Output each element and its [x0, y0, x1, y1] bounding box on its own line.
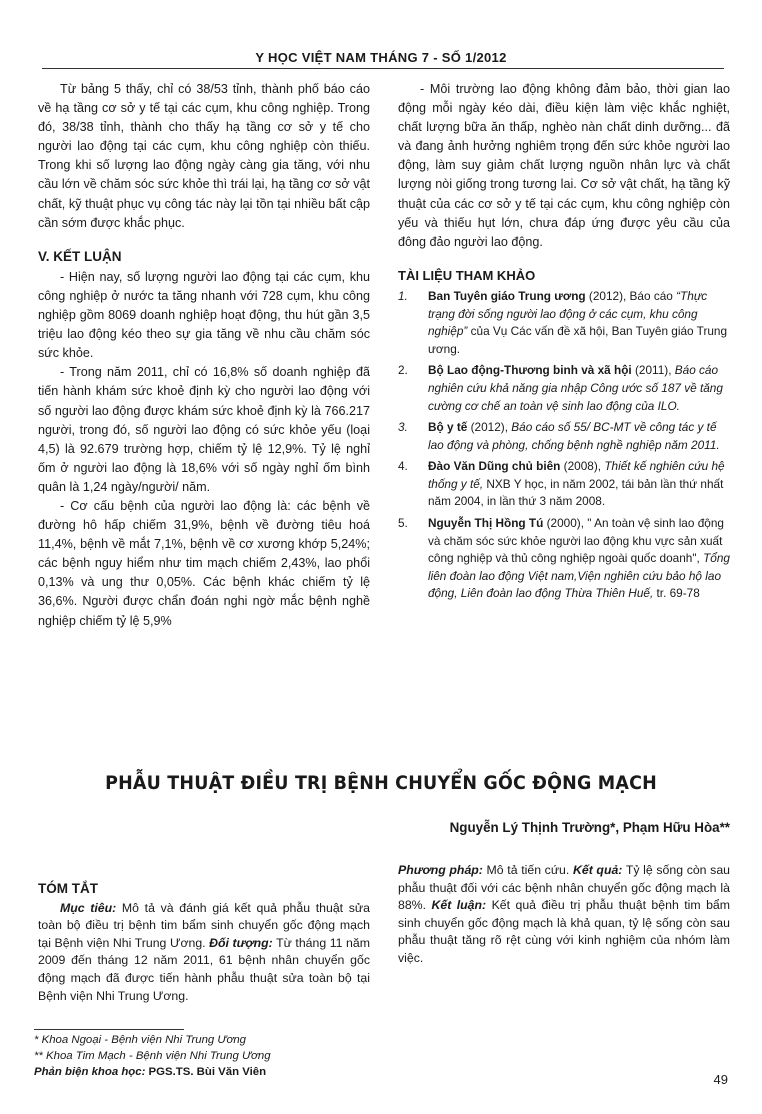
reference-list: [398, 288, 730, 603]
paragraph: - Môi trường lao động không đảm bảo, thời gian lao động mỗi ngày kéo dài, điều kiện làm việc khắc nghiệt, chất lượng bữa ăn thấp, nghèo nàn chất dinh dưỡng... đã và đang ảnh hưởng nghiêm trọng đến sức khỏe người lao động, làm suy giảm chất lượng nguồn nhân lực và chất lượng nòi giống trong tương lai. Cơ sở vật chất, hạ tầng kỹ thuật của các cơ sở y tế tại các cụm, khu công nghiệp còn yếu và thiếu hụt lớn, chưa đáp ứng được yêu cầu của đông đảo người lao động.: [398, 82, 730, 249]
page-number: 49: [713, 1072, 728, 1087]
reference-italic: Tổng liên đoàn lao động Việt nam,Viện nghiên cứu bảo hộ lao động, Liên đoàn lao động Thừa Thiên Huế,: [428, 551, 730, 601]
reference-text: tr. 69-78: [653, 586, 700, 601]
abstract-right: [398, 862, 730, 968]
reference-italic: Thiết kế nghiên cứu hệ thống y tế,: [428, 459, 725, 491]
result-label: Kết quả:: [572, 863, 623, 877]
conclusion-heading: V. KẾT LUẬN: [38, 248, 122, 264]
objective-text: Mô tả và đánh giá kết quả phẫu thuật sửa toàn bộ điều trị bệnh tim bẩm sinh chuyển gốc động mạch tại Bệnh viện Nhi Trung Ương.: [38, 900, 370, 950]
reference-italic: Báo cáo nghiên cứu khả năng gia nhập Công ước số 187 về tăng cường cơ chế an toàn vệ sinh lao động của ILO.: [428, 363, 723, 413]
paragraph: - Cơ cấu bệnh của người lao động là: các bệnh về đường hô hấp chiếm 31,9%, bệnh về đường tiêu hoá 11,4%, bệnh về mắt 7,1%, bệnh về cơ xương khớp 5,24%; các bệnh nguy hiểm như tim mạch chiếm 2,43%, lao phổi 0,13% và ung thư 0,05%. Các bệnh khác chiếm tỷ lệ 36,6%. Người được chẩn đoán nghi ngờ mắc bệnh nghề nghiệp chiếm tỷ lệ 5,9%: [38, 498, 370, 628]
abstract-paragraph: [398, 862, 730, 968]
subjects-text: Từ tháng 11 năm 2009 đến tháng 12 năm 2011, 61 bệnh nhân chuyển gốc động mạch đã được tiến hành phẫu thuật sửa toàn bộ tại Bệnh viện Nhi Trung Ương.: [38, 935, 370, 1003]
objective-label: Mục tiêu:: [60, 900, 117, 915]
abstract-left: [38, 862, 370, 1005]
references-heading: TÀI LIỆU THAM KHẢO: [398, 267, 536, 283]
reference-number: 3.: [398, 420, 408, 435]
reference-number: 4.: [398, 459, 408, 474]
reference-item: [398, 288, 730, 358]
reference-item: [398, 458, 730, 511]
reference-number: 5.: [398, 516, 408, 531]
reference-number: 1.: [398, 288, 408, 303]
reference-text: (2012),: [467, 420, 512, 435]
method-text: Mô tả tiến cứu.: [482, 863, 573, 877]
reviewer-line: [34, 1064, 271, 1080]
reference-author: Đào Văn Dũng chủ biên: [428, 459, 561, 474]
footnote-affiliation: ** Khoa Tim Mạch - Bệnh viện Nhi Trung Ương: [34, 1050, 271, 1062]
paragraph: Từ bảng 5 thấy, chỉ có 38/53 tỉnh, thành phố báo cáo về hạ tầng cơ sở y tế tại các cụm, khu công nghiệp. Trong đó, 38/38 tỉnh, thành cho thấy hạ tầng cơ sở y tế cho người lao động tại các cụm, khu công nghiệp còn thiếu. Trong khi số lượng lao động ngày càng gia tăng, với nhu cầu lớn về chăm sóc sức khỏe thì trái lại, hạ tầng cơ sở vật chất, kỹ thuật phục vụ công tác này lại tồn tại nhiều bất cập cần sớm được khắc phục.: [38, 82, 370, 230]
reference-author: Bộ y tế: [428, 420, 468, 435]
footnotes: [34, 1032, 271, 1080]
reference-text: (2011),: [631, 363, 675, 378]
footnote-rule: [34, 1029, 184, 1030]
reference-text: NXB Y học, in năm 2002, tái bản lần thứ nhất năm 2004, in lần thứ 3 năm 2008.: [428, 476, 724, 509]
abstract-heading: TÓM TẮT: [38, 881, 98, 896]
abstract-paragraph: [38, 900, 370, 1006]
conclusion-label: Kết luận:: [431, 898, 487, 913]
article-authors: Nguyễn Lý Thịnh Trường*, Phạm Hữu Hòa**: [449, 820, 730, 835]
reference-item: [398, 362, 730, 415]
reference-author: Bộ Lao động-Thương binh và xã hội: [428, 363, 632, 378]
reference-text: (2012), Báo cáo: [585, 288, 677, 303]
reference-item: [398, 419, 730, 454]
paragraph: - Trong năm 2011, chỉ có 16,8% số doanh nghiệp đã tiến hành khám sức khoẻ định kỳ cho người lao động với số người lao động được khám sức khoẻ định kỳ là 766.217 người, trong đó, số người lao động có sức khỏe yếu (loại 4,5) là 92.679 trường hợp, chiếm tỷ lệ 12,9%. Tỷ lệ nghỉ ốm ở người lao động là 18,6% với số ngày nghỉ ốm bình quân là 1,24 ngày/người/ năm.: [38, 365, 370, 494]
subjects-label: Đối tượng:: [209, 935, 273, 950]
reference-text: (2008),: [560, 459, 605, 474]
right-column: [398, 80, 730, 607]
reference-item: [398, 515, 730, 603]
reference-text: (2000), " An toàn vệ sinh lao động và chăm sóc sức khỏe người lao động khu vực sản xuất công nghiệp và thủ công nghiệp ngoài quốc doanh",: [428, 516, 724, 566]
paragraph: - Hiện nay, số lượng người lao động tại các cụm, khu công nghiệp ở nước ta tăng nhanh với 728 cụm, khu công nghiệp gồm 8069 doanh nghiệp hoạt động, thu hút gần 3,5 triệu lao động kéo theo sự gia tăng về nhu cầu chăm sóc sức khỏe.: [38, 269, 370, 361]
method-label: Phương pháp:: [398, 863, 483, 877]
reviewer-name: PGS.TS. Bùi Văn Viên: [145, 1066, 267, 1078]
reference-italic: Báo cáo số 55/ BC-MT về công tác y tế lao động và phòng, chống bệnh nghề nghiệp năm 2011.: [428, 420, 720, 452]
journal-header: Y HỌC VIỆT NAM THÁNG 7 - SỐ 1/2012: [255, 50, 507, 65]
reference-text: của Vụ Các vấn đề xã hội, Ban Tuyên giáo Trung ương.: [428, 324, 728, 356]
result-text: Tỷ lệ sống còn sau phẫu thuật đối với các bệnh nhân chuyển gốc động mạch là 88%.: [398, 863, 730, 913]
reference-author: Nguyễn Thị Hồng Tú: [428, 516, 544, 531]
reference-number: 2.: [398, 363, 408, 378]
article-title: PHẪU THUẬT ĐIỀU TRỊ BỆNH CHUYỂN GỐC ĐỘNG MẠCH: [105, 772, 657, 794]
left-column: [38, 80, 370, 631]
footnote-affiliation: * Khoa Ngoại - Bệnh viện Nhi Trung Ương: [34, 1034, 246, 1046]
reference-author: Ban Tuyên giáo Trung ương: [428, 288, 586, 303]
conclusion-text: Kết quả điều trị phẫu thuật bệnh tim bẩm sinh chuyển gốc động mạch là khả quan, tỷ lệ sống còn sau phẫu thuật tăng rõ rệt cùng với kinh nghiệm của nhóm làm việc.: [398, 898, 730, 965]
header-rule: [42, 68, 724, 69]
reviewer-label: Phản biện khoa học:: [34, 1066, 146, 1078]
reference-italic: “Thực trạng đời sống người lao động ở các cụm, khu công nghiệp”: [428, 288, 708, 339]
